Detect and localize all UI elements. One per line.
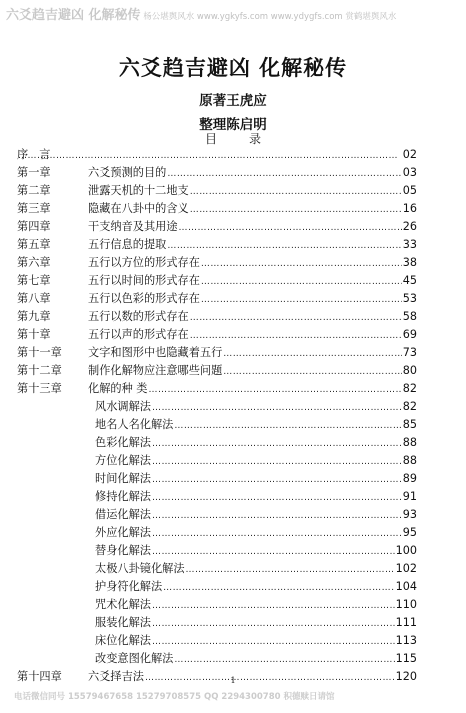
toc-chapter-number: 第一章: [17, 166, 51, 179]
toc-chapter-number: 第四章: [17, 220, 51, 233]
toc-chapter-title: 制作化解物应注意哪些问题: [88, 364, 223, 377]
dot-leader: [179, 219, 402, 237]
dot-leader: [223, 345, 401, 363]
toc-page-number: 33: [402, 238, 417, 251]
toc-leader-line: [95, 452, 417, 471]
toc-chapter-title: 泄露天机的十二地支: [88, 184, 189, 197]
toc-page-number: 113: [395, 634, 417, 647]
toc-page-number: 82: [402, 400, 417, 413]
toc-leader-line: [95, 470, 417, 489]
toc-chapter-entry[interactable]: [17, 344, 417, 362]
watermark-top-main: 六爻趋吉避凶 化解秘传: [6, 8, 141, 23]
toc-chapter-number: 第二章: [17, 184, 51, 197]
toc-chapter-title: 化解的种 类: [88, 382, 148, 395]
toc-subsection-entry[interactable]: [17, 488, 417, 506]
dot-leader: [167, 237, 401, 255]
toc-subsection-entry[interactable]: [17, 596, 417, 614]
dot-leader: [190, 201, 402, 219]
toc-subsection-title: 床位化解法: [95, 634, 151, 647]
dot-leader: [190, 309, 402, 327]
toc-subsection-entry[interactable]: [17, 398, 417, 416]
toc-page-number: 38: [402, 256, 417, 269]
toc-chapter-number: 第六章: [17, 256, 51, 269]
toc-chapter-entry[interactable]: [17, 362, 417, 380]
toc-chapter-title: 五行以方位的形式存在: [88, 256, 200, 269]
dot-leader: [152, 435, 402, 453]
dot-leader: [152, 507, 402, 525]
dot-leader: [174, 417, 401, 435]
toc-subsection-entry[interactable]: [17, 578, 417, 596]
toc-page-number: 89: [402, 472, 417, 485]
toc-page-number: 88: [402, 436, 417, 449]
toc-page-number: 69: [402, 328, 417, 341]
toc-page-number: 58: [402, 310, 417, 323]
toc-page-number: 93: [402, 508, 417, 521]
toc-leader-line: [88, 272, 417, 291]
dot-leader: [152, 471, 402, 489]
toc-page-number: 16: [402, 202, 417, 215]
toc-chapter-entry[interactable]: [17, 218, 417, 236]
toc-chapter-entry[interactable]: [17, 236, 417, 254]
dot-leader: [152, 615, 395, 633]
toc-leader-line: [95, 488, 417, 507]
dot-leader: [167, 165, 401, 183]
toc-leader-line: [95, 524, 417, 543]
toc-subsection-entry[interactable]: [17, 542, 417, 560]
toc-leader-line: [88, 164, 417, 183]
toc-page-number: 111: [395, 616, 417, 629]
toc-subsection-title: 外应化解法: [95, 526, 151, 539]
toc-page-number: 102: [395, 562, 417, 575]
toc-chapter-title: 文字和图形中也隐藏着五行: [88, 346, 223, 359]
toc-chapter-title: 五行以数的形式存在: [88, 310, 189, 323]
toc-chapter-title: 五行以时间的形式存在: [88, 274, 200, 287]
toc-subsection-title: 改变意图化解法: [95, 652, 174, 665]
toc-chapter-number: 第十三章: [17, 382, 62, 395]
toc-leader-line: [95, 542, 417, 561]
table-of-contents: [17, 146, 417, 686]
toc-subsection-entry[interactable]: [17, 614, 417, 632]
toc-chapter-entry[interactable]: [17, 200, 417, 218]
author-line: 原著王虎应: [199, 93, 267, 109]
toc-chapter-title: 五行以色彩的形式存在: [88, 292, 200, 305]
toc-leader-line: [95, 506, 417, 525]
dot-leader: [152, 399, 402, 417]
toc-chapter-title: 六爻择吉法: [88, 670, 144, 683]
toc-leader-line: [88, 308, 417, 327]
dot-leader: [201, 273, 402, 291]
toc-subsection-entry[interactable]: [17, 560, 417, 578]
dot-leader: [152, 543, 395, 561]
dot-leader: [190, 183, 402, 201]
toc-chapter-entry[interactable]: [17, 182, 417, 200]
watermark-top: [6, 4, 396, 23]
dot-leader: [149, 381, 402, 399]
toc-subsection-title: 时间化解法: [95, 472, 151, 485]
toc-subsection-title: 地名人名化解法: [95, 418, 174, 431]
dot-leader: [152, 453, 402, 471]
toc-page-number: 120: [395, 670, 417, 683]
toc-leader-line: [88, 380, 417, 399]
dot-leader: [174, 651, 394, 669]
dot-leader: [201, 291, 402, 309]
toc-chapter-entry[interactable]: [17, 290, 417, 308]
toc-leader-line: [95, 578, 417, 597]
toc-page-number: 104: [395, 580, 417, 593]
toc-subsection-entry[interactable]: [17, 416, 417, 434]
toc-leader-line: [88, 326, 417, 345]
toc-subsection-title: 修持化解法: [95, 490, 151, 503]
toc-chapter-number: 第五章: [17, 238, 51, 251]
editor-line: 整理陈启明: [199, 117, 267, 133]
toc-chapter-number: 第三章: [17, 202, 51, 215]
toc-chapter-number: 第十二章: [17, 364, 62, 377]
toc-page-number: 80: [402, 364, 417, 377]
toc-subsection-title: 咒术化解法: [95, 598, 151, 611]
toc-leader-line: [88, 236, 417, 255]
toc-chapter-title: 五行信息的提取: [88, 238, 167, 251]
toc-page-number: 45: [402, 274, 417, 287]
toc-chapter-number: 第十一章: [17, 346, 62, 359]
toc-page-number: 05: [402, 184, 417, 197]
toc-page-number: 53: [402, 292, 417, 305]
toc-chapter-entry[interactable]: [17, 326, 417, 344]
watermark-top-small: 杨公堪舆风水 www.ygkyfs.com www.ydygfs.com 赏鹤堪舆风水: [143, 12, 397, 22]
dot-leader: [186, 561, 395, 579]
toc-leader-line: [95, 416, 417, 435]
dot-leader: [152, 633, 395, 651]
toc-page-number: 100: [395, 544, 417, 557]
toc-leader-line: [88, 344, 417, 363]
toc-subsection-title: 借运化解法: [95, 508, 151, 521]
toc-page-number: 88: [402, 454, 417, 467]
toc-subsection-entry[interactable]: [17, 470, 417, 488]
toc-subsection-entry[interactable]: [17, 650, 417, 668]
toc-subsection-entry[interactable]: [17, 434, 417, 452]
dot-leader: [152, 597, 395, 615]
toc-leader-line: [17, 146, 417, 165]
dot-leader: [201, 255, 402, 273]
toc-leader-line: [95, 398, 417, 417]
contents-heading: 目录: [204, 132, 293, 146]
toc-chapter-title: 干支纳音及其用途: [88, 220, 178, 233]
toc-chapter-entry[interactable]: [17, 272, 417, 290]
toc-chapter-title: 隐藏在八卦中的含义: [88, 202, 189, 215]
toc-chapter-entry[interactable]: [17, 308, 417, 326]
toc-page-number: 115: [395, 652, 417, 665]
toc-leader-line: [88, 182, 417, 201]
toc-leader-line: [88, 218, 417, 237]
toc-chapter-entry[interactable]: [17, 254, 417, 272]
toc-page-number: 02: [402, 148, 417, 161]
toc-leader-line: [88, 290, 417, 309]
toc-subsection-title: 方位化解法: [95, 454, 151, 467]
toc-chapter-number: 第七章: [17, 274, 51, 287]
toc-subsection-title: 风水调解法: [95, 400, 151, 413]
page-number: 1: [230, 676, 236, 685]
toc-subsection-entry[interactable]: [17, 452, 417, 470]
toc-page-number: 85: [402, 418, 417, 431]
toc-chapter-title: 六爻预测的目的: [88, 166, 167, 179]
dot-leader: [18, 147, 402, 165]
toc-page-number: 26: [402, 220, 417, 233]
dot-leader: [190, 327, 402, 345]
toc-subsection-title: 服装化解法: [95, 616, 151, 629]
toc-subsection-title: 太极八卦镜化解法: [95, 562, 185, 575]
toc-subsection-entry[interactable]: [17, 632, 417, 650]
toc-page-number: 82: [402, 382, 417, 395]
watermark-bottom: 电话微信同号 15579467658 15279708575 QQ 2294300780 积德赎日请馆: [14, 692, 335, 702]
toc-leader-line: [88, 200, 417, 219]
document-title: 六爻趋吉避凶 化解秘传: [118, 55, 348, 80]
toc-chapter-entry[interactable]: [17, 164, 417, 182]
toc-chapter-number: 第八章: [17, 292, 51, 305]
toc-page-number: 03: [402, 166, 417, 179]
toc-subsection-entry[interactable]: [17, 506, 417, 524]
toc-page-number: 95: [402, 526, 417, 539]
dot-leader: [163, 579, 395, 597]
toc-page-number: 110: [395, 598, 417, 611]
dot-leader: [223, 363, 401, 381]
toc-leader-line: [95, 632, 417, 651]
toc-leader-line: [88, 254, 417, 273]
toc-leader-line: [95, 614, 417, 633]
toc-subsection-title: 替身化解法: [95, 544, 151, 557]
toc-preface-label: 序言: [17, 148, 62, 161]
toc-page-number: 73: [402, 346, 417, 359]
toc-leader-line: [95, 650, 417, 669]
toc-subsection-entry[interactable]: [17, 524, 417, 542]
toc-chapter-number: 第十四章: [17, 670, 62, 683]
dot-leader: [152, 489, 402, 507]
toc-chapter-number: 第十章: [17, 328, 51, 341]
toc-leader-line: [88, 362, 417, 381]
toc-chapter-number: 第九章: [17, 310, 51, 323]
dot-leader: [152, 525, 402, 543]
toc-entry-preface[interactable]: [17, 146, 417, 164]
toc-leader-line: [95, 560, 417, 579]
toc-subsection-title: 护身符化解法: [95, 580, 163, 593]
toc-leader-line: [95, 596, 417, 615]
toc-chapter-entry[interactable]: [17, 380, 417, 398]
toc-subsection-title: 色彩化解法: [95, 436, 151, 449]
toc-page-number: 91: [402, 490, 417, 503]
toc-leader-line: [95, 434, 417, 453]
toc-chapter-title: 五行以声的形式存在: [88, 328, 189, 341]
